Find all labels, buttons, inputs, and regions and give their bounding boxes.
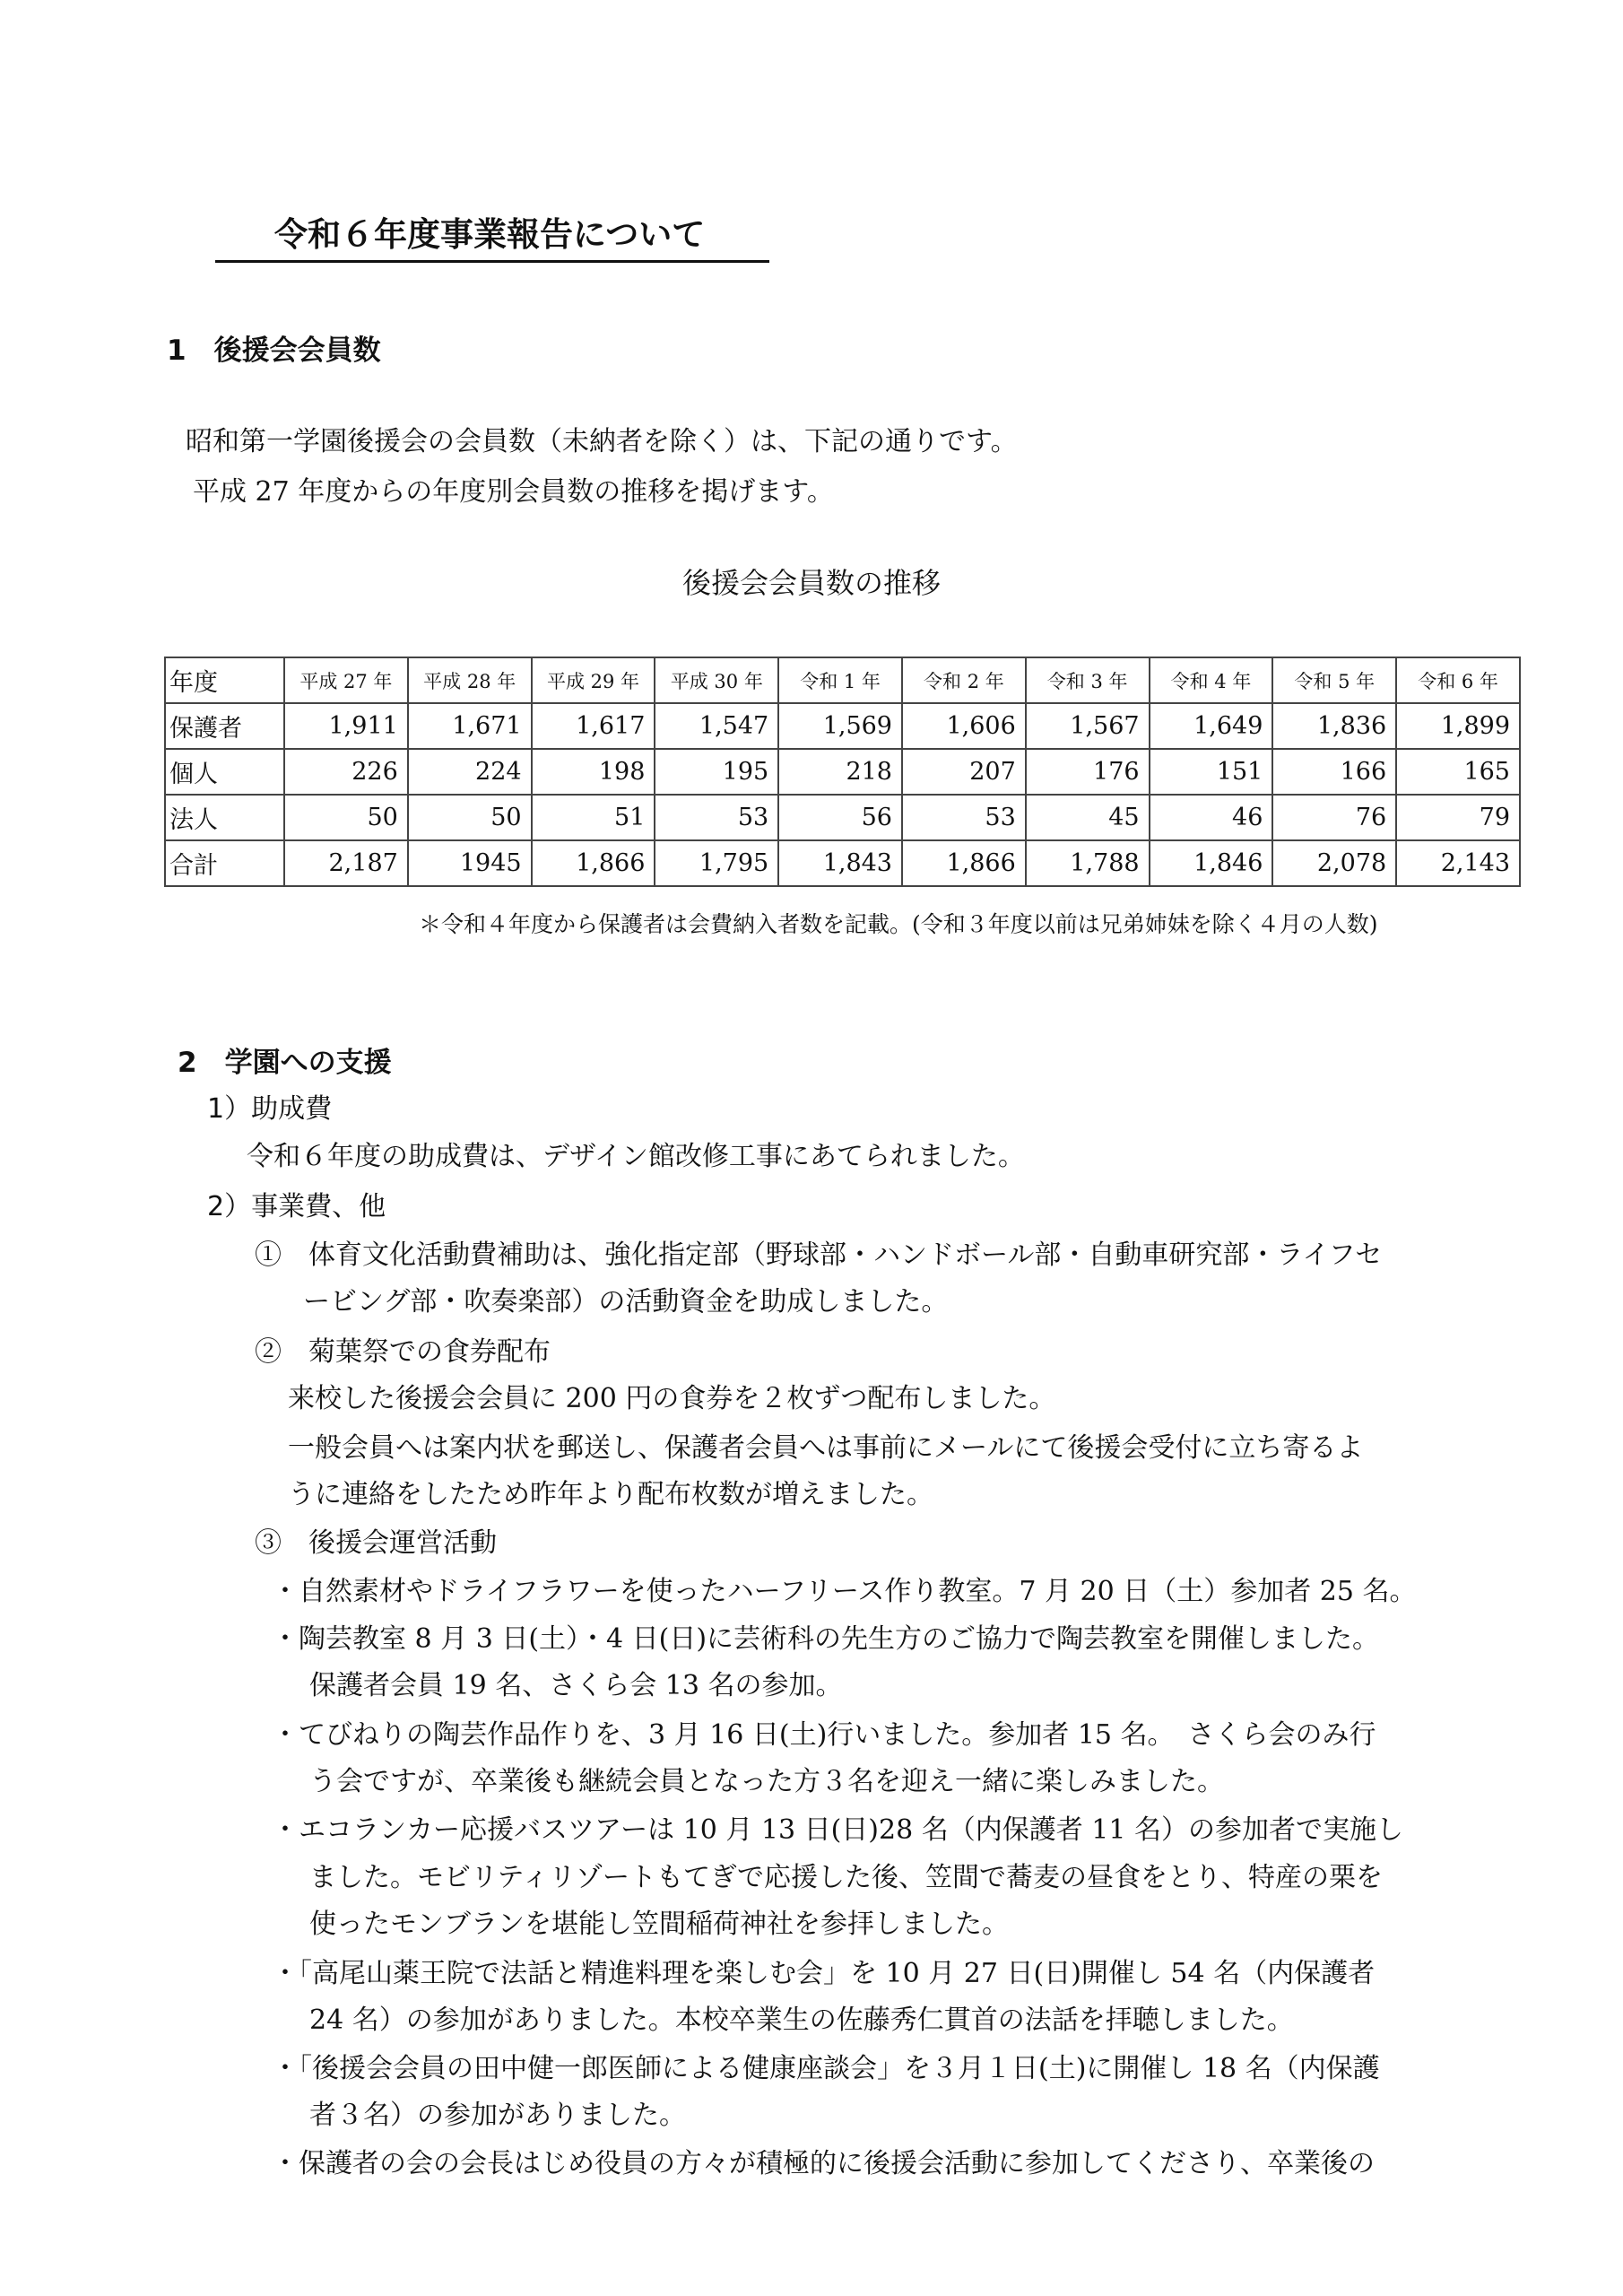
subheading-projects: 2）事業費、他 bbox=[207, 1191, 386, 1222]
table-cell: 1,911 bbox=[284, 703, 408, 749]
bullet-bus-tour-line1: ・エコランカー応援バスツアーは 10 月 13 日(日)28 名（内保護者 11 名）の参加者で実施し bbox=[272, 1814, 1403, 1846]
item3-heading: ③ 後援会運営活動 bbox=[255, 1527, 497, 1559]
row-label: 保護者 bbox=[165, 703, 284, 749]
table-row-guardians bbox=[165, 703, 1520, 749]
bullet-bus-tour-line2: ました。モビリティリゾートもてぎで応援した後、笠間で蕎麦の昼食をとり、特産の栗を bbox=[309, 1862, 1383, 1893]
table-cell: 1,899 bbox=[1396, 703, 1520, 749]
year-cell: 令和 4 年 bbox=[1150, 657, 1273, 703]
bullet-wreath-class: ・自然素材やドライフラワーを使ったハーフリース作り教室。7 月 20 日（土）参加者 25 名。 bbox=[272, 1576, 1417, 1607]
table-cell: 53 bbox=[655, 795, 778, 840]
table-cell: 50 bbox=[284, 795, 408, 840]
table-cell: 1,843 bbox=[778, 840, 902, 886]
item1-line2: ービング部・吹奏楽部）の活動資金を助成しました。 bbox=[303, 1286, 949, 1318]
bullet-pottery-class-line2: 保護者会員 19 名、さくら会 13 名の参加。 bbox=[309, 1670, 843, 1701]
row-label: 法人 bbox=[165, 795, 284, 840]
item2-line2: 一般会員へは案内状を郵送し、保護者会員へは事前にメールにて後援会受付に立ち寄るよ bbox=[288, 1432, 1364, 1464]
table-cell: 1,836 bbox=[1272, 703, 1396, 749]
bullet-parents-association: ・保護者の会の会長はじめ役員の方々が積極的に後援会活動に参加してくださり、卒業後の bbox=[272, 2148, 1375, 2179]
table-cell: 224 bbox=[408, 749, 532, 795]
table-cell: 165 bbox=[1396, 749, 1520, 795]
year-cell: 令和 2 年 bbox=[902, 657, 1026, 703]
year-cell: 平成 27 年 bbox=[284, 657, 408, 703]
row-label: 合計 bbox=[165, 840, 284, 886]
item1-line1: ① 体育文化活動費補助は、強化指定部（野球部・ハンドボール部・自動車研究部・ライフセ bbox=[255, 1239, 1383, 1271]
table-cell: 1,866 bbox=[532, 840, 655, 886]
year-cell: 令和 1 年 bbox=[778, 657, 902, 703]
table-cell: 51 bbox=[532, 795, 655, 840]
table-cell: 218 bbox=[778, 749, 902, 795]
table-cell: 176 bbox=[1026, 749, 1150, 795]
year-cell: 令和 3 年 bbox=[1026, 657, 1150, 703]
page-title: 令和６年度事業報告について bbox=[215, 210, 769, 263]
item2-heading: ② 菊葉祭での食券配布 bbox=[255, 1336, 551, 1368]
bullet-takao-line1: ・「高尾山薬王院で法話と精進料理を楽しむ会」を 10 月 27 日(日)開催し 54 名（内保護者 bbox=[272, 1958, 1376, 1989]
table-cell: 151 bbox=[1150, 749, 1273, 795]
bullet-takao-line2: 24 名）の参加がありました。本校卒業生の佐藤秀仁貫首の法話を拝聴しました。 bbox=[309, 2005, 1294, 2036]
table-cell: 1,606 bbox=[902, 703, 1026, 749]
table-cell: 45 bbox=[1026, 795, 1150, 840]
year-cell: 平成 30 年 bbox=[655, 657, 778, 703]
table-cell: 50 bbox=[408, 795, 532, 840]
table-cell: 2,143 bbox=[1396, 840, 1520, 886]
table-cell: 1,649 bbox=[1150, 703, 1273, 749]
bullet-health-talk-line2: 者３名）の参加がありました。 bbox=[309, 2100, 686, 2131]
table-row-corporations bbox=[165, 795, 1520, 840]
table-cell: 1,788 bbox=[1026, 840, 1150, 886]
table-cell: 1,671 bbox=[408, 703, 532, 749]
year-cell: 令和 6 年 bbox=[1396, 657, 1520, 703]
table-cell: 1,617 bbox=[532, 703, 655, 749]
table-cell: 53 bbox=[902, 795, 1026, 840]
table-cell: 2,187 bbox=[284, 840, 408, 886]
table-cell: 1945 bbox=[408, 840, 532, 886]
bullet-hand-pottery-line1: ・てびねりの陶芸作品作りを、3 月 16 日(土)行いました。参加者 15 名。 さくら会のみ行 bbox=[272, 1719, 1376, 1751]
table-cell: 195 bbox=[655, 749, 778, 795]
item2-line3: うに連絡をしたため昨年より配布枚数が増えました。 bbox=[288, 1479, 933, 1510]
table-cell: 226 bbox=[284, 749, 408, 795]
table-cell: 1,866 bbox=[902, 840, 1026, 886]
year-cell: 平成 29 年 bbox=[532, 657, 655, 703]
bullet-bus-tour-line3: 使ったモンブランを堪能し笠間稲荷神社を参拝しました。 bbox=[309, 1909, 1009, 1940]
table-cell: 2,078 bbox=[1272, 840, 1396, 886]
bullet-pottery-class-line1: ・陶芸教室 8 月 3 日(土）・4 日(日)に芸術科の先生方のご協力で陶芸教室を開催しました。 bbox=[272, 1623, 1380, 1655]
intro-paragraph-1: 昭和第一学園後援会の会員数（未納者を除く）は、下記の通りです。 bbox=[186, 426, 1018, 457]
table-cell: 1,567 bbox=[1026, 703, 1150, 749]
table-cell: 79 bbox=[1396, 795, 1520, 840]
bullet-health-talk-line1: ・「後援会会員の田中健一郎医師による健康座談会」を３月１日(土)に開催し 18 名（内保護 bbox=[272, 2053, 1380, 2084]
bullet-hand-pottery-line2: う会ですが、卒業後も継続会員となった方３名を迎え一緒に楽しみました。 bbox=[309, 1766, 1224, 1797]
table-row-individuals bbox=[165, 749, 1520, 795]
section-heading-members: 1 後援会会員数 bbox=[167, 335, 381, 367]
table-cell: 1,795 bbox=[655, 840, 778, 886]
table-cell: 198 bbox=[532, 749, 655, 795]
table-header-row bbox=[165, 657, 1520, 703]
table-cell: 46 bbox=[1150, 795, 1273, 840]
table-cell: 1,846 bbox=[1150, 840, 1273, 886]
table-row-total bbox=[165, 840, 1520, 886]
table-cell: 76 bbox=[1272, 795, 1396, 840]
row-label: 個人 bbox=[165, 749, 284, 795]
table-cell: 56 bbox=[778, 795, 902, 840]
section-heading-support: 2 学園への支援 bbox=[178, 1047, 392, 1079]
table-title: 後援会会員数の推移 bbox=[681, 566, 941, 600]
intro-paragraph-2: 平成 27 年度からの年度別会員数の推移を掲げます。 bbox=[193, 476, 834, 508]
table-cell: 207 bbox=[902, 749, 1026, 795]
year-cell: 令和 5 年 bbox=[1272, 657, 1396, 703]
year-cell: 平成 28 年 bbox=[408, 657, 532, 703]
members-table bbox=[164, 657, 1521, 887]
table-cell: 1,547 bbox=[655, 703, 778, 749]
header-label: 年度 bbox=[165, 657, 284, 703]
subheading-grant: 1）助成費 bbox=[207, 1093, 333, 1125]
grant-text: 令和６年度の助成費は、デザイン館改修工事にあてられました。 bbox=[247, 1141, 1025, 1172]
table-cell: 166 bbox=[1272, 749, 1396, 795]
table-footnote: ＊令和４年度から保護者は会費納入者数を記載。(令和３年度以前は兄弟姉妹を除く４月の人数) bbox=[419, 911, 1378, 937]
item2-line1: 来校した後援会会員に 200 円の食券を２枚ずつ配布しました。 bbox=[288, 1383, 1056, 1414]
table-cell: 1,569 bbox=[778, 703, 902, 749]
